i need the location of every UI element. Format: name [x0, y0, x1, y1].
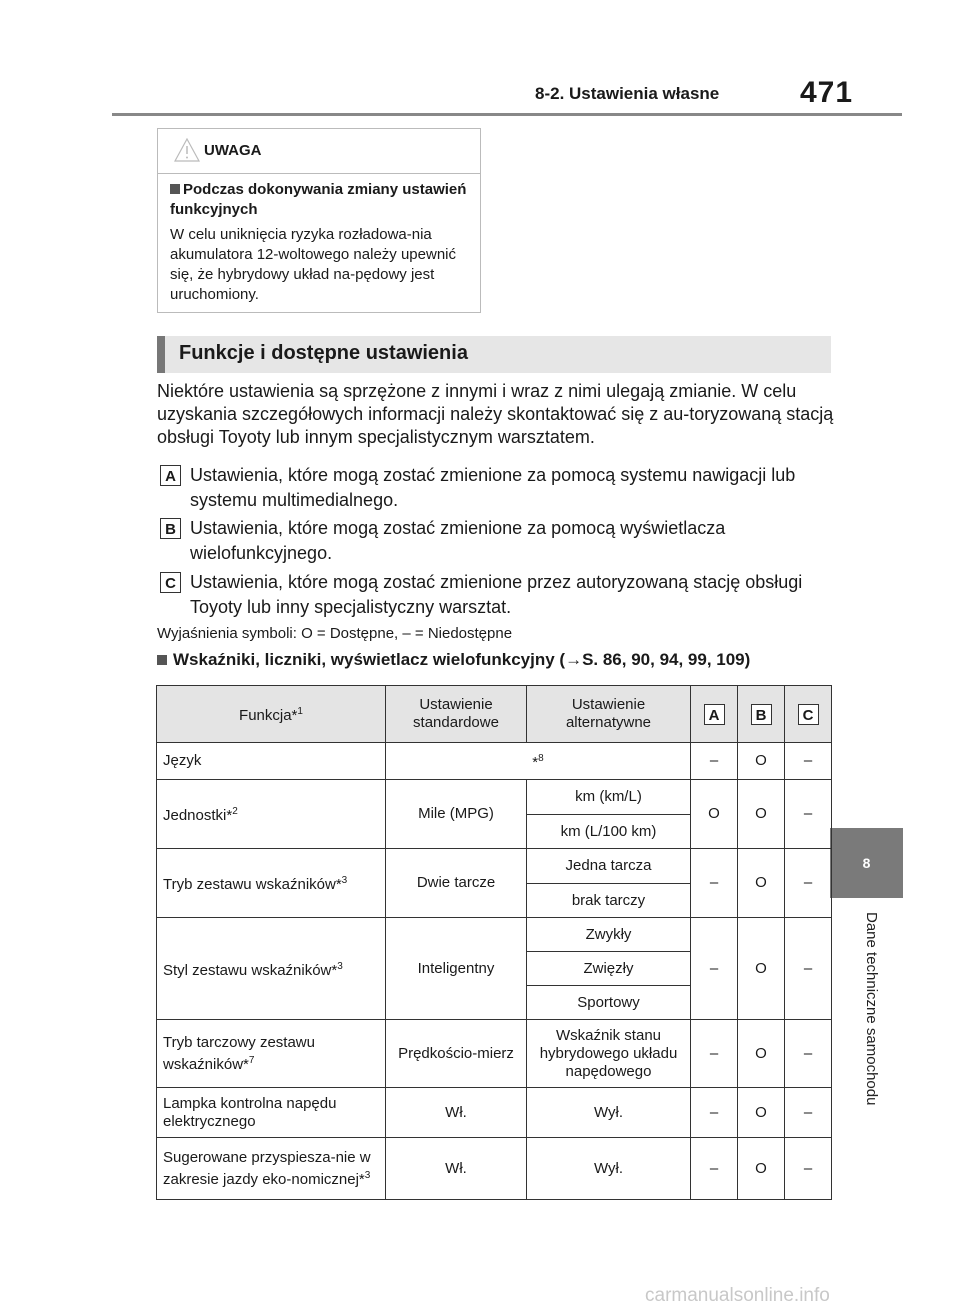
table-header-row: [157, 686, 832, 743]
header-c: C: [785, 686, 832, 743]
cell-alternative: Wskaźnik stanu hybrydowego układu napędowego: [527, 1020, 691, 1088]
cell-a: –: [691, 1088, 738, 1138]
table-row: [157, 780, 832, 815]
cell-function: Tryb tarczowy zestawu wskaźników*$^7$: [157, 1020, 386, 1088]
warning-box: [157, 128, 481, 313]
header-section-title: 8-2. Ustawienia własne: [535, 84, 720, 103]
cell-alternative: Wył.: [527, 1088, 691, 1138]
square-bullet-icon: [157, 655, 167, 665]
cell-standard: Wł.: [386, 1138, 527, 1200]
settings-table: [156, 685, 832, 1200]
cell-b: O: [738, 1020, 785, 1088]
list-item-a: [160, 463, 840, 513]
cell-a: –: [691, 918, 738, 1020]
cell-c: –: [785, 918, 832, 1020]
cell-standard: Dwie tarcze: [386, 849, 527, 918]
cell-function: Tryb zestawu wskaźników*$^3$: [157, 849, 386, 918]
cell-a: –: [691, 849, 738, 918]
cell-alternative: km (km/L): [527, 780, 691, 815]
cell-function: Sugerowane przyspiesza-nie w zakresie jazdy eko-nomicznej*$^3$: [157, 1138, 386, 1200]
section-banner: [157, 336, 831, 373]
table-row: [157, 1138, 832, 1200]
cell-a: –: [691, 743, 738, 780]
header-rule: [112, 113, 902, 116]
header-function: Funkcja*$^1$: [157, 686, 386, 743]
cell-function: Lampka kontrolna napędu elektrycznego: [157, 1088, 386, 1138]
section-banner-title: Funkcje i dostępne ustawienia: [179, 342, 468, 364]
warning-body: W celu uniknięcia ryzyka rozładowa-nia akumulatora 12-woltowego należy upewnić się, że hybrydowy układ na-pędowy jest uruchomiony.: [170, 226, 456, 303]
cell-standard: *$^8$: [386, 743, 691, 780]
cell-function: Język: [157, 743, 386, 780]
list-item-b: [160, 516, 840, 566]
list-item-text: Ustawienia, które mogą zostać zmienione za pomocą systemu nawigacji lub systemu multimedialnego.: [190, 465, 796, 510]
cell-a: –: [691, 1020, 738, 1088]
cell-standard: Prędkościo-mierz: [386, 1020, 527, 1088]
list-item-text: Ustawienia, które mogą zostać zmienione przez autoryzowaną stację obsługi Toyoty lub inny specjalistyczny warsztat.: [190, 572, 803, 617]
cell-alternative: km (L/100 km): [527, 815, 691, 849]
cell-c: –: [785, 1138, 832, 1200]
cell-c: –: [785, 1088, 832, 1138]
watermark: carmanualsonline.info: [645, 1285, 830, 1306]
badge-a: A: [160, 465, 181, 486]
list-item-text: Ustawienia, które mogą zostać zmienione za pomocą wyświetlacza wielofunkcyjnego.: [190, 518, 726, 563]
warning-triangle-icon: [174, 138, 200, 162]
cell-alternative: Sportowy: [527, 986, 691, 1020]
page-number: 471: [800, 76, 854, 109]
badge-b: B: [160, 518, 181, 539]
square-bullet-icon: [170, 184, 180, 194]
list-item-c: [160, 570, 840, 620]
table-row: [157, 1088, 832, 1138]
cell-a: O: [691, 780, 738, 849]
cell-b: O: [738, 1088, 785, 1138]
chapter-tab[interactable]: [830, 828, 903, 898]
cell-b: O: [738, 918, 785, 1020]
cell-c: –: [785, 780, 832, 849]
chapter-title-vertical: Dane techniczne samochodu: [863, 912, 880, 1106]
cell-standard: Inteligentny: [386, 918, 527, 1020]
cell-standard: Wł.: [386, 1088, 527, 1138]
cell-standard: Mile (MPG): [386, 780, 527, 849]
symbol-legend: Wyjaśnienia symboli: O = Dostępne, – = Niedostępne: [157, 625, 513, 642]
header-alternative: Ustawienie alternatywne: [527, 686, 691, 743]
table-row: [157, 849, 832, 884]
subsection-heading: Wskaźniki, liczniki, wyświetlacz wielofunkcyjny (→S. 86, 90, 94, 99, 109): [157, 650, 750, 670]
cell-c: –: [785, 1020, 832, 1088]
cell-alternative: Zwykły: [527, 918, 691, 952]
warning-title: UWAGA: [204, 142, 262, 159]
cell-b: O: [738, 849, 785, 918]
cell-alternative: Jedna tarcza: [527, 849, 691, 884]
cell-c: –: [785, 849, 832, 918]
cell-b: O: [738, 1138, 785, 1200]
cell-b: O: [738, 780, 785, 849]
cell-c: –: [785, 743, 832, 780]
warning-header: [158, 129, 480, 174]
cell-function: Styl zestawu wskaźników*$^3$: [157, 918, 386, 1020]
cell-a: –: [691, 1138, 738, 1200]
header-standard: Ustawienie standardowe: [386, 686, 527, 743]
header-a: A: [691, 686, 738, 743]
badge-c: C: [160, 572, 181, 593]
cell-alternative: Zwięzły: [527, 952, 691, 986]
header-b: B: [738, 686, 785, 743]
warning-subheading: Podczas dokonywania zmiany ustawień funkcyjnych: [170, 181, 467, 218]
chapter-number: 8: [862, 855, 871, 871]
cell-alternative: brak tarczy: [527, 884, 691, 918]
cell-function: Jednostki*$^2$: [157, 780, 386, 849]
cell-b: O: [738, 743, 785, 780]
table-row: [157, 743, 832, 780]
intro-paragraph: Niektóre ustawienia są sprzężone z innymi i wraz z nimi ulegają zmianie. W celu uzyskania szczegółowych informacji należy skontaktować się z au-toryzowaną stacją obsługi Toyoty lub innym specjalistycznym warsztatem.: [157, 381, 834, 447]
table-row: [157, 918, 832, 952]
table-row: [157, 1020, 832, 1088]
cell-alternative: Wył.: [527, 1138, 691, 1200]
